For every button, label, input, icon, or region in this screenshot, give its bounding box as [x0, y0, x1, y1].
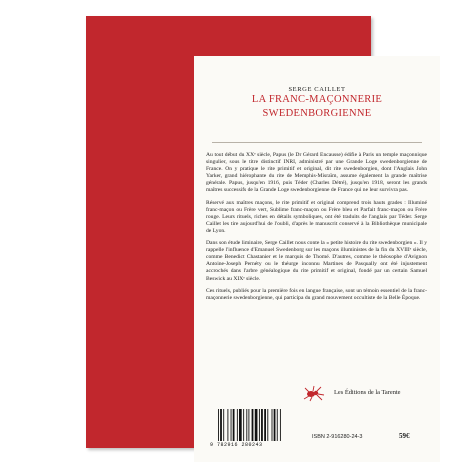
blurb-paragraph-1: Au tout début du XXᵉ siècle, Papus (le Dr Gérard Encausse) édifie à Paris un temple maçonnique singulier, sous le titre distinctif INRI, administré par une Grande Loge swedenborgienne de France. On y pratique le rite primitif et original, dit rite swedenborgien, dont l'Anglais John Yarker, grand hiérophante du rite de Memphis-Misraïm, assume également la grande maîtrise générale. Papus, jusqu'en 1916, puis Téder (Charles Détré), jusqu'en 1918, seront les grands maîtres successifs de la Grande Loge swedenborgienne de France qui ne leur survivra pas. — [206, 152, 427, 194]
book-title — [194, 93, 440, 121]
isbn-number: ISBN 2-916280-24-3 — [312, 434, 363, 440]
title-divider — [212, 142, 422, 143]
book-back-cover — [86, 16, 427, 448]
blurb-paragraph-4: Ces rituels, publiés pour la première fois en langue française, sont un témoin essentiel de la franc-maçonnerie swedenborgienne, qui participa du grand mouvement occultiste de la Belle Époque. — [206, 287, 427, 301]
cover-text-panel — [194, 56, 440, 462]
title-line-2: SWEDENBORGIENNE — [262, 108, 372, 119]
author-name: SERGE CAILLET — [288, 86, 346, 93]
blurb-paragraph-2: Réservé aux maîtres maçons, le rite primitif et original comprend trois hauts grades : Illuminé franc-maçon ou Frère vert, Sublime franc-maçon ou Frère bleu et Parfait franc-maçon ou Frère rouge. Leurs rituels, riches en détails symboliques, ont été traduits de l'anglais par Téder. Serge Caillet les tire aujourd'hui de l'oubli, d'après le manuscrit conservé à la Bibliothèque municipale de Lyon. — [206, 199, 427, 234]
tarantula-icon — [303, 384, 325, 402]
barcode-bars — [218, 409, 284, 441]
blurb-paragraph-3: Dans son étude liminaire, Serge Caillet nous conte la « petite histoire du rite swedenborgien ». Il y rappelle l'influence d'Emanuel Swedenborg sur les maçons illuministes de la fin du XVIIIᵉ siècle, comme Benedict Chastanier et le marquis de Thomé. D'autres, comme le théosophe d'Avignon Antoine-Joseph Pernéty ou le théurge inconnu Martines de Pasqually ont été injustement accrochés dans l'arbre généalogique du rite primitif et original, fondé par un certain Samuel Beswick au XIXᵉ siècle. — [206, 240, 427, 282]
blurb-text — [206, 152, 427, 307]
title-line-1: LA FRANC-MAÇONNERIE — [251, 94, 383, 105]
barcode-digits: 9 782916 280243 — [210, 442, 263, 448]
price: 59€ — [399, 432, 410, 440]
isbn-barcode — [210, 409, 288, 451]
publisher-name: Les Éditions de la Tarente — [334, 389, 401, 396]
